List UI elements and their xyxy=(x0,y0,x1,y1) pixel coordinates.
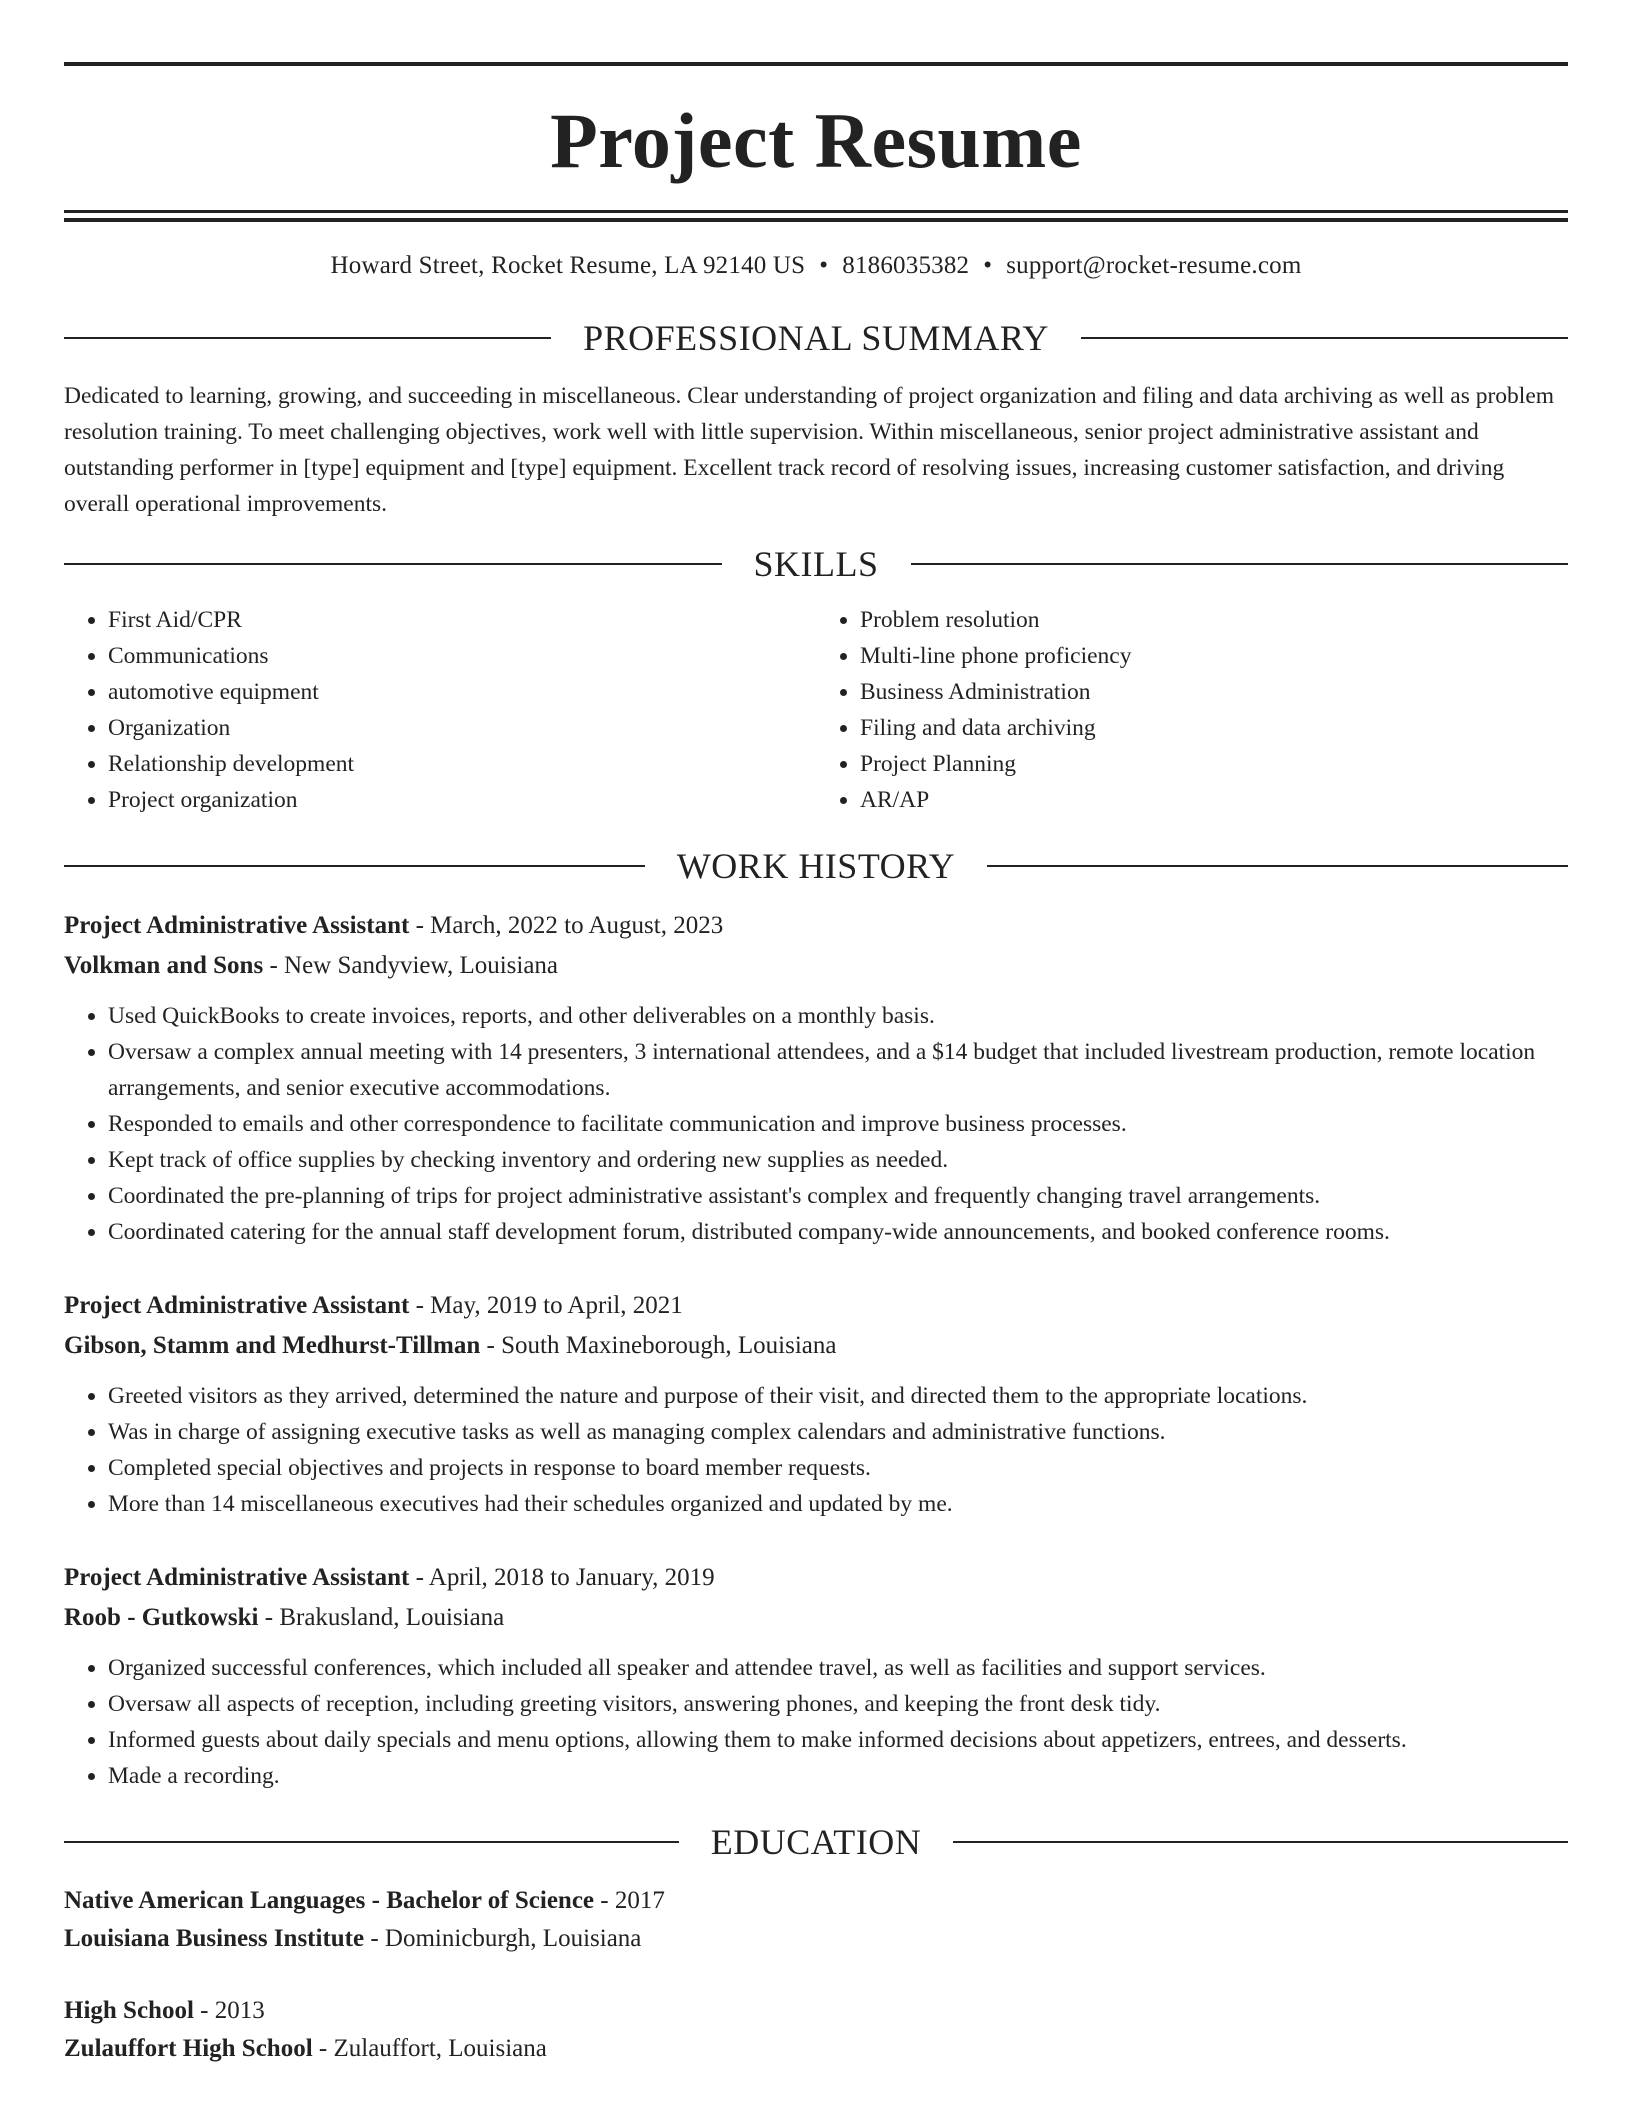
education-degree: Native American Languages - Bachelor of Science xyxy=(64,1886,595,1914)
heading-rule xyxy=(64,337,551,339)
education-location: - Dominicburgh, Louisiana xyxy=(364,1924,642,1952)
contact-email[interactable]: support@rocket-resume.com xyxy=(1006,252,1302,279)
job-title: Project Administrative Assistant xyxy=(64,911,410,939)
skills-column-left xyxy=(64,602,816,818)
heading-rule xyxy=(911,563,1569,565)
education-school: Louisiana Business Institute xyxy=(64,1924,365,1952)
skill-item: • Organization xyxy=(108,710,816,746)
job-title-line xyxy=(64,1558,1568,1598)
education-year: - 2013 xyxy=(193,1996,265,2024)
education-degree: High School xyxy=(64,1996,194,2024)
summary-heading-label: PROFESSIONAL SUMMARY xyxy=(583,318,1049,358)
education-year: - 2017 xyxy=(594,1886,665,1914)
education-school-line xyxy=(64,2030,1568,2068)
skill-item: • Business Administration xyxy=(860,674,1568,710)
resume-page xyxy=(64,0,1568,2068)
education-entry xyxy=(64,1992,1568,2068)
heading-rule xyxy=(987,865,1568,867)
skill-item: • Multi-line phone proficiency xyxy=(860,638,1568,674)
job-dates: - April, 2018 to January, 2019 xyxy=(409,1563,715,1591)
job-location: - New Sandyview, Louisiana xyxy=(263,951,559,979)
skill-item: • Communications xyxy=(108,638,816,674)
work-section-heading xyxy=(64,845,1568,886)
resume-title: Project Resume xyxy=(550,97,1082,184)
education-location: - Zulauffort, Louisiana xyxy=(312,2034,547,2062)
contact-separator: • xyxy=(819,252,829,279)
title-double-rule xyxy=(64,210,1568,222)
job-bullet: • Completed special objectives and projects in response to board member requests. xyxy=(108,1450,1568,1486)
education-school-line xyxy=(64,1920,1568,1958)
summary-text: Dedicated to learning, growing, and succeeding in miscellaneous. Clear understanding of project organization and filing and data archiving as well as problem resolution training. To meet challenging objectives, work well with little supervision. Within miscellaneous, senior project administrative assistant and outstanding performer in [type] equipment and [type] equipment. Excellent track record of resolving issues, increasing customer satisfaction, and driving overall operational improvements. xyxy=(64,383,1555,517)
job-bullet: • Used QuickBooks to create invoices, reports, and other deliverables on a monthly basis. xyxy=(108,998,1568,1034)
education-degree-line xyxy=(64,1882,1568,1920)
job-company-line xyxy=(64,1326,1568,1366)
job-dates: - May, 2019 to April, 2021 xyxy=(409,1291,683,1319)
heading-rule xyxy=(1081,337,1568,339)
job-location: - Brakusland, Louisiana xyxy=(258,1603,505,1631)
job-bullet: • Kept track of office supplies by checking inventory and ordering new supplies as needed. xyxy=(108,1142,1568,1178)
skill-item: • Problem resolution xyxy=(860,602,1568,638)
education-heading-label: EDUCATION xyxy=(710,1821,922,1862)
skills-section-heading xyxy=(64,543,1568,584)
job-title: Project Administrative Assistant xyxy=(64,1563,410,1591)
job-company-line xyxy=(64,946,1568,986)
job-bullet: • Oversaw all aspects of reception, including greeting visitors, answering phones, and keeping the front desk tidy. xyxy=(108,1686,1568,1722)
job-bullets xyxy=(64,1378,1568,1522)
job-bullet: • Organized successful conferences, which included all speaker and attendee travel, as well as facilities and support services. xyxy=(108,1650,1568,1686)
contact-address: Howard Street, Rocket Resume, LA 92140 US xyxy=(330,252,806,279)
heading-rule xyxy=(953,1841,1568,1843)
contact-phone: 8186035382 xyxy=(842,252,970,279)
job-bullet: • More than 14 miscellaneous executives had their schedules organized and updated by me. xyxy=(108,1486,1568,1522)
summary-section-heading xyxy=(64,320,1568,356)
skill-item: • automotive equipment xyxy=(108,674,816,710)
job-bullet: • Coordinated the pre-planning of trips for project administrative assistant's complex and frequently changing travel arrangements. xyxy=(108,1178,1568,1214)
job-company: Roob - Gutkowski xyxy=(64,1603,259,1631)
heading-rule xyxy=(64,865,645,867)
skill-item: • Project organization xyxy=(108,782,816,818)
job-title: Project Administrative Assistant xyxy=(64,1291,410,1319)
job-bullet: • Greeted visitors as they arrived, determined the nature and purpose of their visit, and directed them to the appropriate locations. xyxy=(108,1378,1568,1414)
education-school: Zulauffort High School xyxy=(64,2034,313,2062)
job-bullets xyxy=(64,998,1568,1250)
skills-list xyxy=(64,602,1568,818)
education-entry xyxy=(64,1882,1568,1958)
skill-item: • Filing and data archiving xyxy=(860,710,1568,746)
job-location: - South Maxineborough, Louisiana xyxy=(480,1331,837,1359)
skills-heading-label: SKILLS xyxy=(753,543,879,584)
skill-item: • Relationship development xyxy=(108,746,816,782)
heading-rule xyxy=(64,563,722,565)
skill-item: • AR/AP xyxy=(860,782,1568,818)
job-bullet: • Informed guests about daily specials and menu options, allowing them to make informed decisions about appetizers, entrees, and desserts. xyxy=(108,1722,1568,1758)
job-bullet: • Made a recording. xyxy=(108,1758,1568,1794)
contact-separator: • xyxy=(983,252,993,279)
job-title-line xyxy=(64,906,1568,946)
job-company: Gibson, Stamm and Medhurst-Tillman xyxy=(64,1331,481,1359)
job-dates: - March, 2022 to August, 2023 xyxy=(409,911,724,939)
job-bullet: • Coordinated catering for the annual staff development forum, distributed company-wide announcements, and booked conference rooms. xyxy=(108,1214,1568,1250)
job-bullets xyxy=(64,1650,1568,1794)
skills-column-right xyxy=(816,602,1568,818)
skill-item: • First Aid/CPR xyxy=(108,602,816,638)
skill-item: • Project Planning xyxy=(860,746,1568,782)
job-entry xyxy=(64,1286,1568,1522)
job-entry xyxy=(64,1558,1568,1794)
work-heading-label: WORK HISTORY xyxy=(676,845,956,886)
job-company-line xyxy=(64,1598,1568,1638)
job-bullet: • Oversaw a complex annual meeting with 14 presenters, 3 international attendees, and a $14 budget that included livestream production, remote location arrangements, and senior executive accommodations. xyxy=(108,1034,1568,1106)
contact-line xyxy=(64,252,1568,280)
top-rule xyxy=(64,62,1568,66)
job-title-line xyxy=(64,1286,1568,1326)
job-entry xyxy=(64,906,1568,1250)
education-section-heading xyxy=(64,1821,1568,1862)
job-bullet: • Was in charge of assigning executive tasks as well as managing complex calendars and administrative functions. xyxy=(108,1414,1568,1450)
heading-rule xyxy=(64,1841,679,1843)
job-bullet: • Responded to emails and other correspondence to facilitate communication and improve business processes. xyxy=(108,1106,1568,1142)
education-degree-line xyxy=(64,1992,1568,2030)
job-company: Volkman and Sons xyxy=(64,951,264,979)
